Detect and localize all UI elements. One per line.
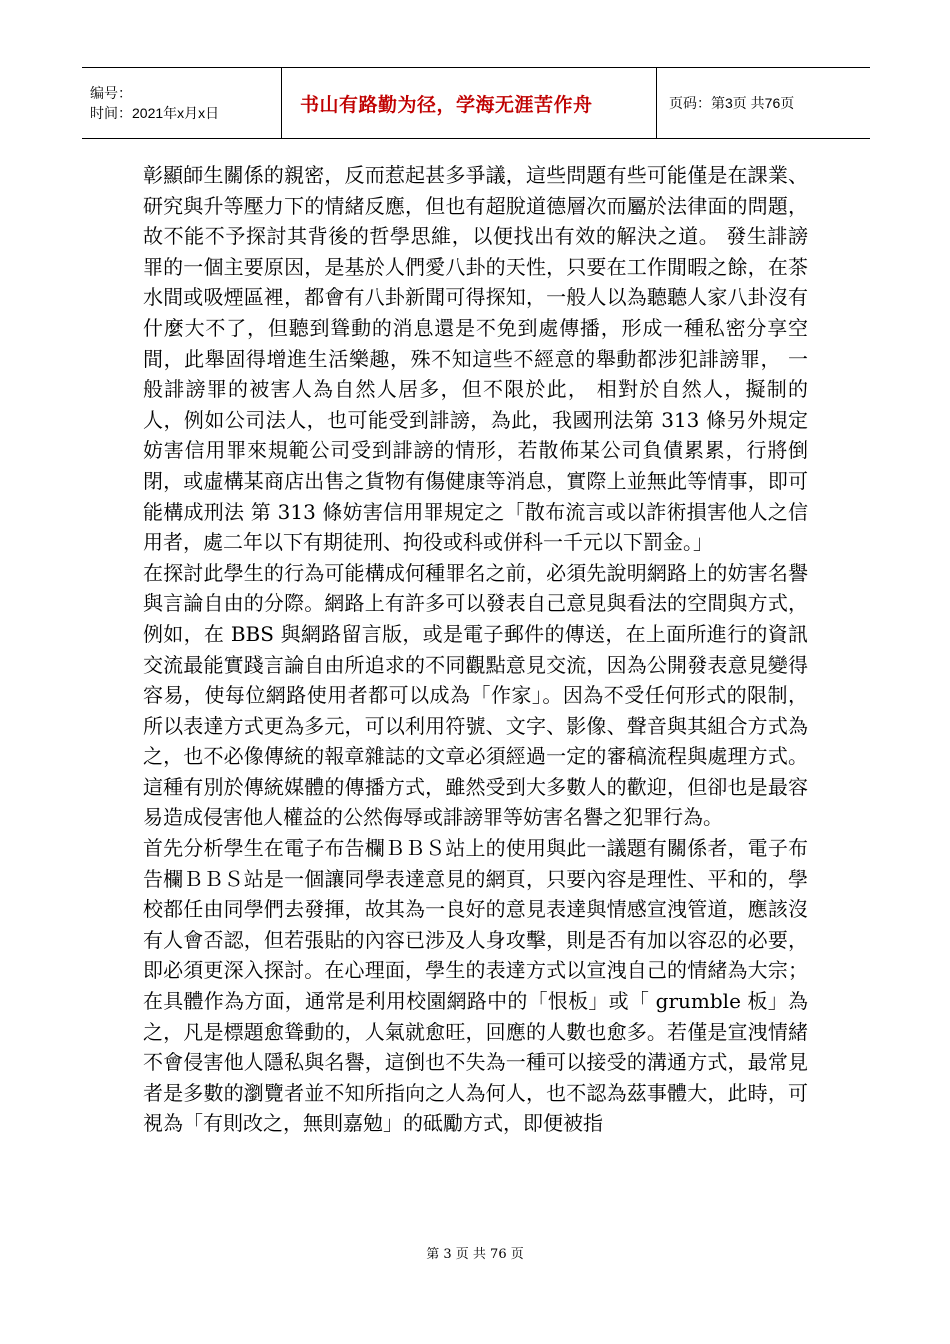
header-page-cell xyxy=(657,68,870,138)
page-footer: 第 3 页 共 76 页 xyxy=(426,1247,524,1262)
header-meta-cell xyxy=(82,68,282,138)
document-number-label: 编号： xyxy=(90,85,132,101)
paragraph: 首先分析學生在電子布告欄ＢＢＳ站上的使用與此一議題有關係者，電子布告欄ＢＢＳ站是一個讓同學表達意見的網頁，只要內容是理性、平和的，學校都任由同學們去發揮，故其為一良好的意見表達與情感宣洩管道，應該沒有人會否認，但若張貼的內容已涉及人身攻擊，則是否有加以容忍的必要，即必須更深入探討。在心理面，學生的表達方式以宣洩自己的情緒為大宗；在具體作為方面，通常是利用校園網路中的「恨板」或「 grumble 板」為之，凡是標題愈聳動的，人氣就愈旺，回應的人數也愈多。若僅是宣洩情緒不會侵害他人隱私與名譽，這倒也不失為一種可以接受的溝通方式，最常見者是多數的瀏覽者並不知所指向之人為何人，也不認為茲事體大，此時，可視為「有則改之，無則嘉勉」的砥勵方式，即便被指 xyxy=(143,836,808,1136)
header-motto-cell xyxy=(282,68,657,138)
header-page-number: 页码：第3页 共76页 xyxy=(669,95,795,111)
header-motto: 书山有路勤为径，学海无涯苦作舟 xyxy=(300,93,593,116)
page-header xyxy=(82,67,870,139)
paragraph: 彰顯師生關係的親密，反而惹起甚多爭議，這些問題有些可能僅是在課業、研究與升等壓力下的情緒反應，但也有超脫道德層次而屬於法律面的問題，故不能不予探討其背後的哲學思維，以便找出有效的解決之道。 發生誹謗罪的一個主要原因，是基於人們愛八卦的天性，只要在工作閒暇之餘，在茶水間或吸煙區裡，都會有八卦新聞可得探知，一般人以為聽聽人家八卦沒有什麼大不了，但聽到聳動的消息還是不免到處傳播，形成一種私密分享空間，此舉固得增進生活樂趣，殊不知這些不經意的舉動都涉犯誹謗罪， 一般誹謗罪的被害人為自然人居多，但不限於此， 相對於自然人，擬制的人，例如公司法人，也可能受到誹謗，為此，我國刑法第 313 條另外規定妨害信用罪來規範公司受到誹謗的情形，若散佈某公司負債累累，行將倒閉，或虛構某商店出售之貨物有傷健康等消息，實際上並無此等情事，即可能構成刑法 第 313 條妨害信用罪規定之「散布流言或以詐術損害他人之信用者，處二年以下有期徒刑、拘役或科或併科一千元以下罰金。」 xyxy=(143,163,808,555)
document-date-label: 时间：2021年x月x日 xyxy=(90,105,220,121)
paragraph: 在探討此學生的行為可能構成何種罪名之前，必須先說明網路上的妨害名譽與言論自由的分際。網路上有許多可以發表自己意見與看法的空間與方式，例如，在 BBS 與網路留言版，或是電子郵件的傳送，在上面所進行的資訊交流最能實踐言論自由所追求的不同觀點意見交流，因為公開發表意見變得容易，使每位網路使用者都可以成為「作家」。因為不受任何形式的限制，所以表達方式更為多元，可以利用符號、文字、影像、聲音與其組合方式為之，也不必像傳統的報章雜誌的文章必須經過一定的審稿流程與處理方式。這種有別於傳統媒體的傳播方式，雖然受到大多數人的歡迎，但卻也是最容易造成侵害他人權益的公然侮辱或誹謗罪等妨害名譽之犯罪行為。 xyxy=(143,560,808,830)
body-text xyxy=(143,160,808,1139)
